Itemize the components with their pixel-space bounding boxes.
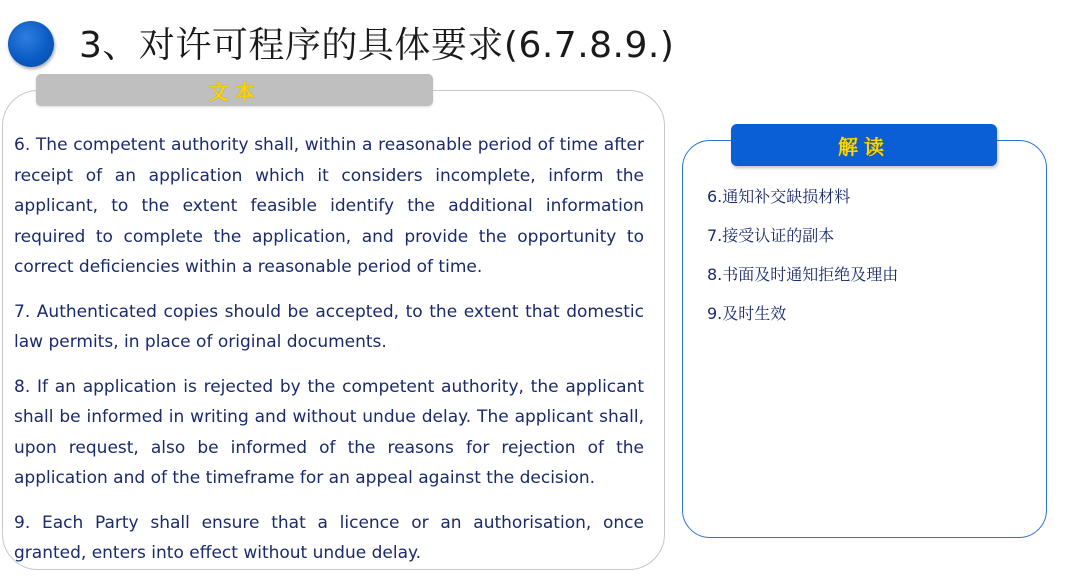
interpretation-tab <box>731 124 997 166</box>
interpretation-list <box>707 183 1027 339</box>
paragraph-6: 6. The competent authority shall, within a reasonable period of time after receipt of an application which it considers incomplete, inform the applicant, to the extent feasible identify the additional information required to complete the application, and provide the opportunity to correct deficiencies within a reasonable period of time. <box>14 135 644 277</box>
title-bullet-icon <box>8 21 54 67</box>
paragraph-7: 7. Authenticated copies should be accepted, to the extent that domestic law permits, in place of original documents. <box>14 301 644 352</box>
paragraph-9: 9. Each Party shall ensure that a licence or an authorisation, once granted, enters into effect without undue delay. <box>14 512 644 563</box>
paragraph-8: 8. If an application is rejected by the competent authority, the applicant shall be informed in writing and without undue delay. The applicant shall, upon request, also be informed of the reasons for rejection of the application and of the timeframe for an appeal against the decision. <box>14 376 644 488</box>
slide-title: 3、对许可程序的具体要求(6.7.8.9.) <box>79 25 675 66</box>
original-text-body <box>14 130 644 583</box>
original-text-tab <box>36 74 433 106</box>
original-text-tab-label: 文本 <box>208 79 261 104</box>
interpretation-tab-label: 解读 <box>838 134 890 159</box>
interpretation-item-6: 6.通知补交缺损材料 <box>707 187 851 206</box>
interpretation-item-8: 8.书面及时通知拒绝及理由 <box>707 265 899 284</box>
interpretation-item-7: 7.接受认证的副本 <box>707 226 835 245</box>
interpretation-item-9: 9.及时生效 <box>707 304 787 323</box>
